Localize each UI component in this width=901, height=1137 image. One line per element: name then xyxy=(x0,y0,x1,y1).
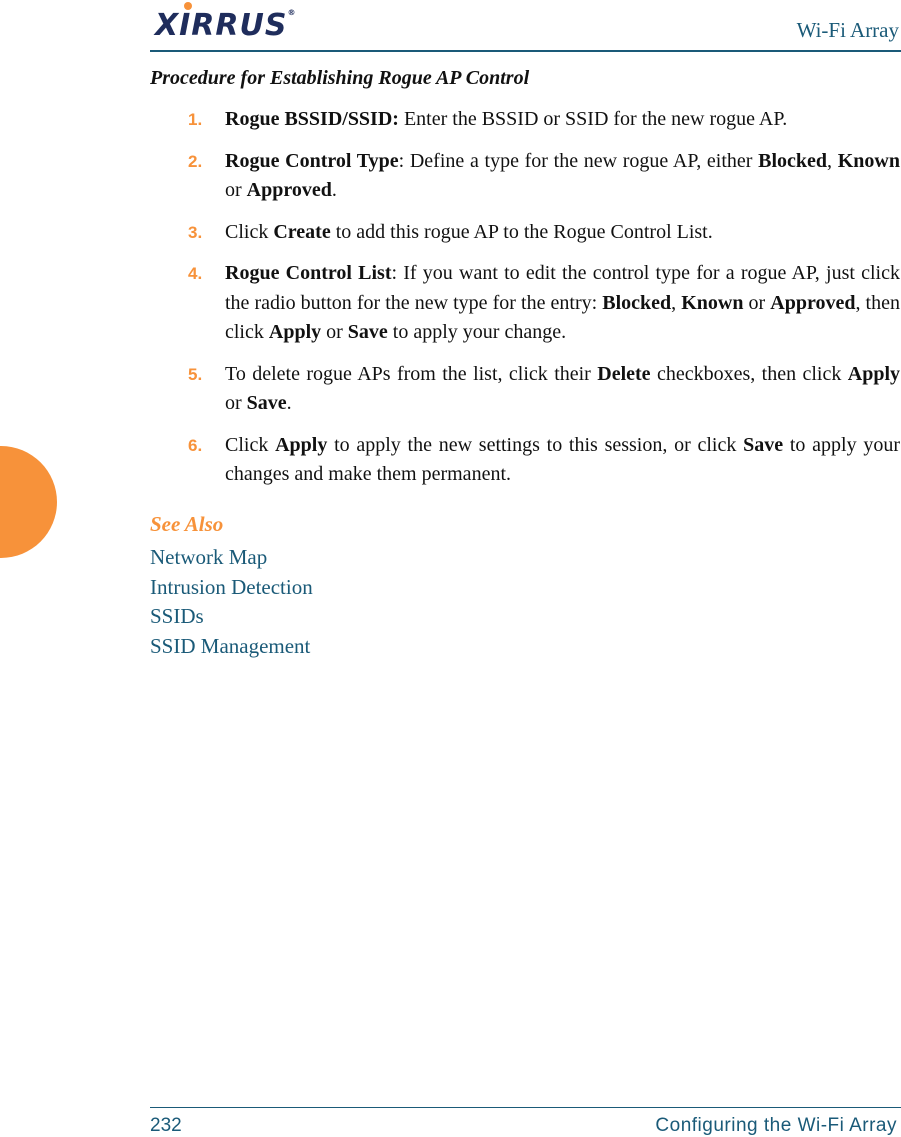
step-fragment: to apply your changes and make them permanent. xyxy=(225,433,900,485)
logo-registered-mark: ® xyxy=(287,8,297,17)
step-fragment: : If you want to edit the control type for a rogue AP, just click the radio button for the new type for the entry: xyxy=(225,262,900,314)
step-fragment: To delete rogue APs from the list, click their xyxy=(225,362,598,385)
step-fragment: , xyxy=(671,291,682,314)
logo-text: XIRRUS xyxy=(155,8,288,43)
footer-divider xyxy=(150,1107,901,1108)
step-emphasis: Rogue Control List xyxy=(225,262,392,284)
see-also-link[interactable]: SSID Management xyxy=(150,633,311,658)
step-fragment: Enter the BSSID or SSID for the new rogue AP. xyxy=(398,108,788,130)
step-number: 2. xyxy=(188,151,203,171)
step-fragment: or xyxy=(225,179,247,201)
step-fragment: , then click xyxy=(225,291,900,343)
procedure-heading: Procedure for Establishing Rogue AP Control xyxy=(150,67,530,89)
step-fragment: Click xyxy=(225,433,276,456)
procedure-step xyxy=(188,218,900,248)
step-emphasis: Approved xyxy=(770,291,856,314)
step-emphasis: Blocked xyxy=(602,291,672,314)
step-number: 5. xyxy=(188,364,203,384)
step-text xyxy=(225,360,900,419)
step-fragment: or xyxy=(321,321,348,343)
step-emphasis: Apply xyxy=(275,433,328,456)
footer-title: Configuring the Wi-Fi Array xyxy=(655,1115,897,1136)
step-fragment: . xyxy=(286,392,292,414)
procedure-step xyxy=(188,360,900,419)
step-text xyxy=(225,105,900,135)
page-number: 232 xyxy=(150,1115,182,1136)
step-fragment: or xyxy=(225,392,247,414)
step-text xyxy=(225,431,900,490)
xirrus-logo xyxy=(155,8,296,43)
step-emphasis: Blocked xyxy=(758,149,828,172)
see-also-link[interactable]: Intrusion Detection xyxy=(150,574,313,599)
step-number: 6. xyxy=(188,435,203,455)
step-emphasis: Apply xyxy=(847,362,900,385)
step-fragment: to apply the new settings to this session, or click xyxy=(327,433,744,456)
step-emphasis: Create xyxy=(273,220,331,243)
procedure-step xyxy=(188,147,900,206)
step-fragment: , xyxy=(827,149,838,172)
procedure-step xyxy=(188,431,900,490)
step-emphasis: Approved xyxy=(246,179,332,201)
side-tab-circle xyxy=(0,446,57,558)
step-emphasis: Save xyxy=(347,321,388,343)
see-also-link[interactable]: SSIDs xyxy=(150,604,204,628)
procedure-step xyxy=(188,259,900,348)
step-emphasis: Save xyxy=(246,392,287,414)
procedure-steps xyxy=(188,105,900,502)
step-fragment: checkboxes, then click xyxy=(650,362,848,385)
step-emphasis: Delete xyxy=(597,362,651,385)
header-title: Wi-Fi Array xyxy=(796,18,899,42)
step-number: 3. xyxy=(188,222,203,242)
step-emphasis: Save xyxy=(743,433,784,456)
step-fragment: . xyxy=(331,179,337,201)
step-number: 4. xyxy=(188,264,203,283)
step-number: 1. xyxy=(188,110,203,129)
step-text xyxy=(225,218,900,248)
step-fragment: : Define a type for the new rogue AP, either xyxy=(398,149,759,172)
step-emphasis: Apply xyxy=(268,321,322,343)
procedure-step xyxy=(188,105,900,135)
step-fragment: to apply your change. xyxy=(387,321,567,343)
step-fragment: or xyxy=(743,291,771,314)
step-fragment: to add this rogue AP to the Rogue Control List. xyxy=(330,220,713,243)
step-emphasis: Known xyxy=(837,149,900,172)
see-also-heading: See Also xyxy=(150,512,224,536)
see-also-links xyxy=(150,543,313,661)
step-emphasis: Known xyxy=(681,291,744,314)
step-text xyxy=(225,259,900,348)
step-emphasis: Rogue BSSID/SSID: xyxy=(225,108,399,130)
step-fragment: Click xyxy=(225,220,274,243)
step-text xyxy=(225,147,900,206)
step-emphasis: Rogue Control Type xyxy=(225,149,399,172)
header-divider xyxy=(150,50,901,52)
see-also-link[interactable]: Network Map xyxy=(150,545,268,569)
